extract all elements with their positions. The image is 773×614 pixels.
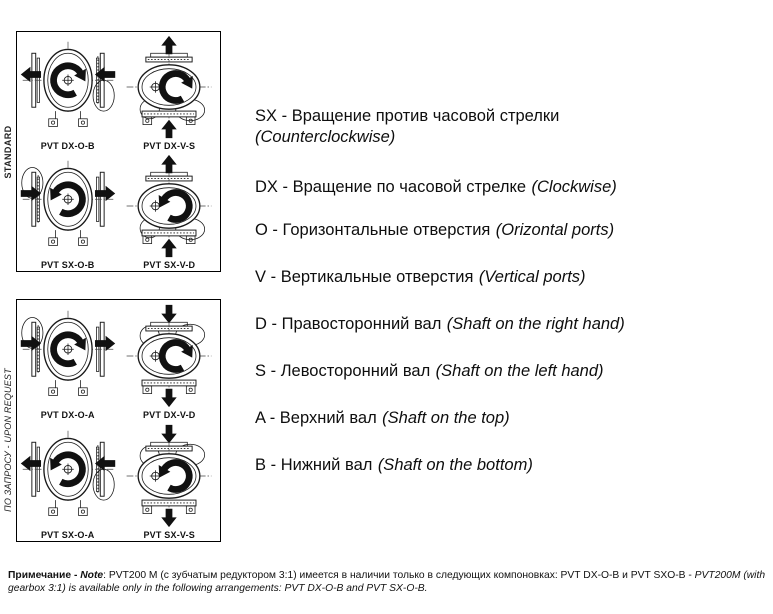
legend-entry-dx	[255, 177, 767, 198]
legend-entry-d	[255, 314, 767, 335]
standard-panel-grid	[17, 32, 220, 271]
pump-diagram-label: PVT DX-V-D	[142, 409, 196, 420]
pump-diagram-label: PVT SX-O-B	[40, 260, 95, 270]
pump-schematic-dx-v-s	[119, 34, 219, 140]
pump-diagram-cell	[119, 32, 221, 152]
legend-entry-s	[255, 361, 767, 382]
legend-text-ru: Вертикальные отверстия	[280, 268, 474, 286]
legend-text-en: (Counterclockwise)	[255, 128, 396, 146]
legend-text-en: (Shaft on the bottom)	[377, 456, 533, 474]
legend-text-ru: Вращение по часовой стрелке	[292, 178, 527, 196]
legend-code: O	[255, 221, 268, 239]
legend-separator: -	[267, 221, 283, 239]
footnote-text-ru: : PVT200 M (с зубчатым редуктором 3:1) имеется в наличии только в следующих компоновках: PVT DX-O-B и PVT SXO-B -	[103, 570, 695, 581]
pump-diagram-cell	[119, 152, 221, 272]
pump-diagram-cell	[119, 300, 221, 421]
legend-text-ru: Нижний вал	[280, 456, 373, 474]
legend-separator: -	[277, 107, 292, 125]
legend-entry-sx	[255, 106, 767, 148]
legend-entry-b	[255, 455, 767, 476]
legend-separator: -	[266, 362, 281, 380]
standard-panel-side-label: STANDARD	[3, 124, 13, 179]
legend-entry-a	[255, 408, 767, 429]
standard-panel	[3, 31, 221, 272]
upon-request-panel	[3, 299, 221, 542]
legend-text-en: (Orizontal ports)	[495, 221, 615, 239]
upon-request-panel-grid	[17, 300, 220, 541]
legend-separator: -	[266, 456, 281, 474]
pump-diagram-label: PVT SX-V-D	[143, 260, 196, 270]
legend-text-en: (Shaft on the right hand)	[446, 315, 625, 333]
legend-code: V	[255, 268, 267, 286]
pump-diagram-cell	[17, 32, 119, 152]
pump-diagram-label: PVT DX-O-A	[40, 409, 95, 420]
footnote-label-en: Note	[80, 570, 104, 581]
pump-schematic-sx-o-a	[18, 423, 118, 529]
pump-diagram-label: PVT SX-O-A	[40, 530, 95, 540]
legend-separator: -	[266, 315, 282, 333]
legend-text-en: (Shaft on the left hand)	[435, 362, 604, 380]
legend-separator: -	[266, 268, 281, 286]
footnote	[8, 570, 766, 595]
legend-code: B	[255, 456, 267, 474]
upon-request-panel-side-label: ПО ЗАПРОСУ - UPON REQUEST	[3, 367, 13, 512]
pump-diagram-cell	[17, 300, 119, 421]
legend-text-ru: Левосторонний вал	[280, 362, 431, 380]
legend-text-ru: Вращение против часовой стрелки	[291, 107, 560, 125]
legend-code: DX	[255, 178, 278, 196]
pump-schematic-dx-o-b	[18, 34, 118, 140]
legend-text-en: (Vertical ports)	[478, 268, 586, 286]
legend-text-ru: Правосторонний вал	[281, 315, 442, 333]
footnote-text-en: PVT200M (with gearbox 3:1) is available only in the following arrangements: PVT DX-O-B and PVT SX-O-B.	[8, 570, 766, 594]
legend-code: A	[255, 409, 266, 427]
pump-schematic-dx-o-a	[18, 303, 118, 409]
pump-diagram-label: PVT DX-O-B	[40, 140, 95, 151]
legend-code: D	[255, 315, 267, 333]
pump-schematic-sx-v-s	[119, 423, 219, 529]
legend-code: SX	[255, 107, 278, 125]
legend-entry-v	[255, 267, 767, 288]
legend	[255, 106, 767, 502]
legend-text-en: (Shaft on the top)	[382, 409, 510, 427]
legend-text-ru: Горизонтальные отверстия	[282, 221, 491, 239]
footnote-label-ru: Примечание -	[8, 570, 81, 581]
pump-schematic-sx-v-d	[119, 153, 219, 259]
legend-separator: -	[265, 409, 280, 427]
legend-code: S	[255, 362, 267, 380]
pump-diagram-cell	[17, 421, 119, 542]
legend-text-ru: Верхний вал	[279, 409, 377, 427]
pump-schematic-sx-o-b	[18, 153, 118, 259]
pump-diagram-label: PVT DX-V-S	[143, 140, 196, 151]
pump-diagram-label: PVT SX-V-S	[143, 530, 195, 540]
legend-separator: -	[277, 178, 293, 196]
pump-diagram-cell	[119, 421, 221, 542]
legend-entry-o	[255, 220, 767, 241]
pump-schematic-dx-v-d	[119, 303, 219, 409]
pump-diagram-cell	[17, 152, 119, 272]
legend-text-en: (Clockwise)	[531, 178, 617, 196]
